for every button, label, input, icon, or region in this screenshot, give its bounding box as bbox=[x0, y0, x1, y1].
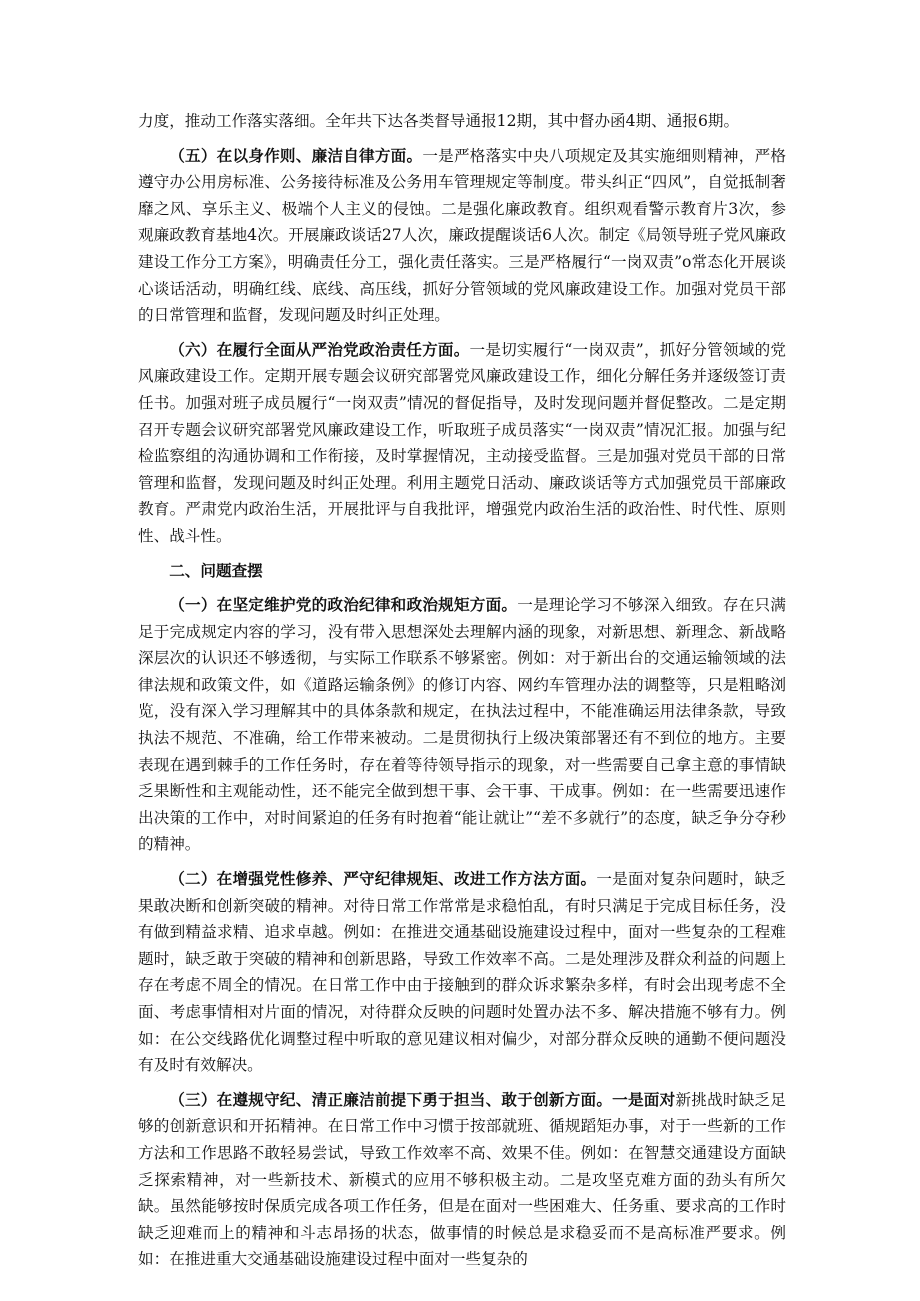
paragraph-text: 力度，推动工作落实落细。全年共下达各类督导通报12期，其中督办函4期、通报6期。 bbox=[138, 112, 740, 130]
paragraph-lead: （一）在坚定维护党的政治纪律和政治规矩方面。 bbox=[169, 596, 518, 615]
paragraph-text: 一是面对复杂问题时，缺乏果敢决断和创新突破的精神。对待日常工作常常是求稳怕乱，有时只满足于完成目标任务，没有做到精益求精、追求卓越。例如：在推进交通基础设施建设过程中，面对一些复杂的工程难题时，缺乏敢于突破的精神和创新思路，导致工作效率不高。二是处理涉及群众利益的问题上存在考虑不周全的情况。在日常工作中由于接触到的群众诉求繁杂多样，有时会出现考虑不全面、考虑事情相对片面的情况，对待群众反映的问题时处置办法不多、解决措施不够有力。例如：在公交线路优化调整过程中听取的意见建议相对偏少，对部分群众反映的通勤不便问题没有及时有效解决。 bbox=[138, 870, 786, 1075]
section-heading: 二、问题查摆 bbox=[169, 561, 263, 580]
problem-paragraph-3 bbox=[138, 1087, 786, 1273]
paragraph-continued bbox=[138, 108, 786, 135]
paragraph-party-responsibility bbox=[138, 337, 786, 550]
paragraph-integrity bbox=[138, 143, 786, 329]
paragraph-text: 一是切实履行“一岗双责”，抓好分管领域的党风廉政建设工作。定期开展专题会议研究部署党风廉政建设工作，细化分解任务并逐级签订责任书。加强对班子成员履行“一岗双责”情况的督促指导，及时发现问题并督促整改。二是定期召开专题会议研究部署党风廉政建设工作，听取班子成员落实“一岗双责”情况汇报。加强与纪检监察组的沟通协调和工作衔接，及时掌握情况，主动接受监督。三是加强对党员干部的日常管理和监督，发现问题及时纠正处理。利用主题党日活动、廉政谈话等方式加强党员干部廉政教育。严肃党内政治生活，开展批评与自我批评，增强党内政治生活的政治性、时代性、原则性、战斗性。 bbox=[138, 340, 786, 545]
paragraph-lead: （六）在履行全面从严治党政治责任方面。 bbox=[169, 340, 470, 359]
paragraph-lead: （三）在遵规守纪、清正廉洁前提下勇于担当、敢于创新方面。一是面对 bbox=[169, 1090, 676, 1109]
document-body bbox=[138, 108, 786, 1281]
paragraph-text: 一是理论学习不够深入细致。存在只满足于完成规定内容的学习，没有带入思想深处去理解内涵的现象，对新思想、新理念、新战略深层次的认识还不够透彻，与实际工作联系不够紧密。例如：对于新出台的交通运输领域的法律法规和政策文件，如《道路运输条例》的修订内容、网约车管理办法的调整等，只是粗略浏览，没有深入学习理解其中的具体条款和规定，在执法过程中，不能准确运用法律条款，导致执法不规范、不准确，给工作带来被动。二是贯彻执行上级决策部署还有不到位的地方。主要表现在遇到棘手的工作任务时，存在着等待领导指示的现象，对一些需要自己拿主意的事情缺乏果断性和主观能动性，还不能完全做到想干事、会干事、干成事。例如：在一些需要迅速作出决策的工作中，对时间紧迫的任务有时抱着“能让就让”“差不多就行”的态度，缺乏争分夺秒的精神。 bbox=[138, 596, 786, 854]
problem-paragraph-1 bbox=[138, 592, 786, 858]
paragraph-text: 新挑战时缺乏足够的创新意识和开拓精神。在日常工作中习惯于按部就班、循规蹈矩办事，对于一些新的工作方法和工作思路不敢轻易尝试，导致工作效率不高、效果不佳。例如：在智慧交通建设方面缺乏探索精神，对一些新技术、新模式的应用不够积极主动。二是攻坚克难方面的劲头有所欠缺。虽然能够按时保质完成各项工作任务，但是在面对一些困难大、任务重、要求高的工作时缺乏迎难而上的精神和斗志昂扬的状态，做事情的时候总是求稳妥而不是高标准严要求。例如：在推进重大交通基础设施建设过程中面对一些复杂的 bbox=[138, 1090, 786, 1269]
problem-paragraph-2 bbox=[138, 866, 786, 1079]
paragraph-text: 一是严格落实中央八项规定及其实施细则精神，严格遵守办公用房标准、公务接待标准及公务用车管理规定等制度。带头纠正“四风”，自觉抵制奢靡之风、享乐主义、极端个人主义的侵蚀。二是强化廉政教育。组织观看警示教育片3次，参观廉政教育基地4次。开展廉政谈话27人次，廉政提醒谈话6人次。制定《局领导班子党风廉政建设工作分工方案》，明确责任分工，强化责任落实。三是严格履行“一岗双责”o常态化开展谈心谈话活动，明确红线、底线、高压线，抓好分管领域的党风廉政建设工作。加强对党员干部的日常管理和监督，发现问题及时纠正处理。 bbox=[138, 146, 786, 325]
paragraph-lead: （二）在增强党性修养、严守纪律规矩、改进工作方法方面。 bbox=[169, 870, 597, 889]
paragraph-lead: （五）在以身作则、廉洁自律方面。 bbox=[169, 146, 423, 165]
